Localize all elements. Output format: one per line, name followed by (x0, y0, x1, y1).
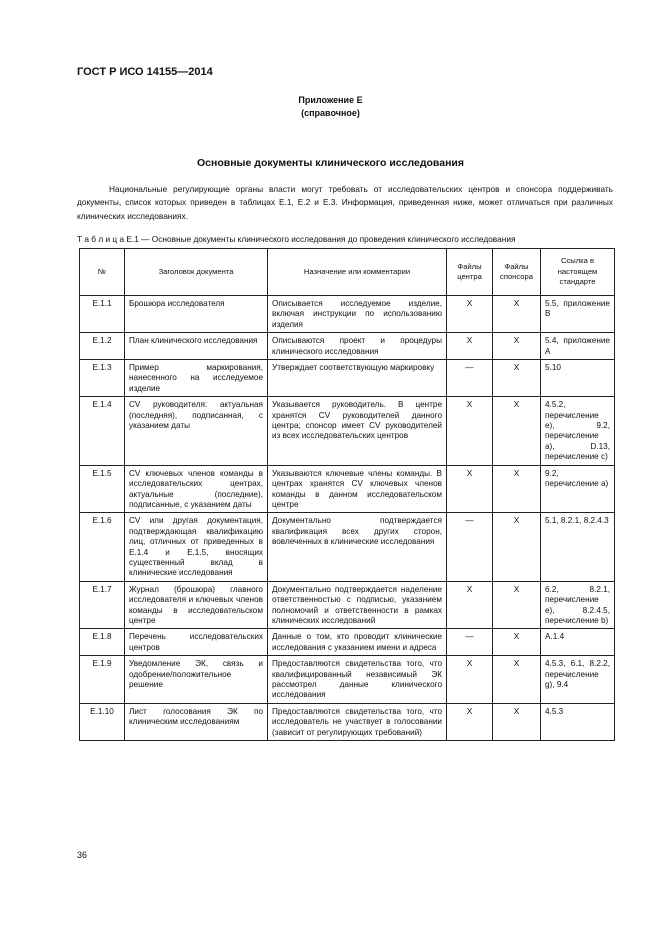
cell-reference: 5.10 (541, 360, 615, 397)
cell-no: E.1.5 (80, 465, 125, 513)
header-purpose: Назначение или комментарии (268, 249, 447, 296)
header-reference: Ссылка в настоящем стандарте (541, 249, 615, 296)
header-title: Заголовок документа (125, 249, 268, 296)
cell-reference: 4.5.3 (541, 703, 615, 740)
cell-title: CV или другая документация, подтверждающая квалификацию лиц, отличных от приведенных в Е.1.4 и Е.1.5, вносящих существенный вклад в клинические исследования (125, 513, 268, 581)
annex-note: (справочное) (301, 108, 360, 118)
cell-sponsor-files: X (493, 333, 541, 360)
cell-no: E.1.9 (80, 656, 125, 704)
cell-purpose: Описывается исследуемое изделие, включая инструкции по использованию изделия (268, 296, 447, 333)
cell-title: Журнал (брошюра) главного исследователя и ключевых членов команды в исследовательском центре (125, 581, 268, 629)
table-row (80, 397, 615, 465)
header-sponsor-files: Файлы спонсора (493, 249, 541, 296)
cell-reference: 5.5, приложение В (541, 296, 615, 333)
cell-purpose: Указывается руководитель. В центре хранятся CV руководителей данного центра; спонсор имеет CV руководителей из всех исследовательских центров (268, 397, 447, 465)
cell-sponsor-files: X (493, 656, 541, 704)
page-number: 36 (77, 850, 88, 860)
cell-site-files: X (447, 465, 493, 513)
header-no: № (80, 249, 125, 296)
cell-purpose: Предоставляются свидетельства того, что исследователь не участвует в голосовании (зависит от регулирующих требований) (268, 703, 447, 740)
cell-title: CV ключевых членов команды в исследовательских центрах, актуальные (последние), подписанные, с указанием даты (125, 465, 268, 513)
cell-no: E.1.1 (80, 296, 125, 333)
cell-purpose: Предоставляются свидетельства того, что квалифицированный независимый ЭК рассмотрел данные клинического исследования (268, 656, 447, 704)
intro-paragraph: Национальные регулирующие органы власти могут требовать от исследовательских центров и спонсора поддерживать документы, список которых приведен в таблицах Е.1, Е.2 и Е.3. Информация, приведенная ниже, может отличаться при различных клинических исследованиях. (77, 184, 613, 221)
cell-purpose: Документально подтверждается квалификация всех других сторон, вовлеченных в клинические исследования (268, 513, 447, 581)
table-row (80, 513, 615, 581)
cell-no: E.1.8 (80, 629, 125, 656)
section-title: Основные документы клинического исследования (197, 157, 464, 169)
cell-site-files: X (447, 333, 493, 360)
cell-sponsor-files: X (493, 513, 541, 581)
table-caption: Т а б л и ц а Е.1 — Основные документы клинического исследования до проведения клинического исследования (77, 234, 516, 244)
table-row (80, 581, 615, 629)
cell-title: План клинического исследования (125, 333, 268, 360)
cell-purpose: Утверждает соответствующую маркировку (268, 360, 447, 397)
cell-reference: 4.5.2, перечисление е), 9.2, перечисление а), D.13, перечисление с) (541, 397, 615, 465)
cell-purpose: Указываются ключевые члены команды. В центрах хранятся CV ключевых членов команды в данном исследовательском центре (268, 465, 447, 513)
cell-no: E.1.2 (80, 333, 125, 360)
cell-sponsor-files: X (493, 581, 541, 629)
cell-sponsor-files: X (493, 465, 541, 513)
table-header-row (80, 249, 615, 296)
cell-title: CV руководителя: актуальная (последняя), подписанная, с указанием даты (125, 397, 268, 465)
cell-site-files: X (447, 581, 493, 629)
cell-sponsor-files: X (493, 296, 541, 333)
cell-reference: 6.2, 8.2.1, перечисление е), 8.2.4.5, перечисление b) (541, 581, 615, 629)
document-id: ГОСТ Р ИСО 14155—2014 (77, 66, 213, 78)
cell-sponsor-files: X (493, 397, 541, 465)
cell-reference: 9.2, перечисление а) (541, 465, 615, 513)
cell-title: Уведомление ЭК, связь и одобрение/положительное решение (125, 656, 268, 704)
cell-site-files: X (447, 656, 493, 704)
table-row (80, 629, 615, 656)
cell-site-files: X (447, 703, 493, 740)
cell-title: Брошюра исследователя (125, 296, 268, 333)
cell-sponsor-files: X (493, 360, 541, 397)
table-row (80, 465, 615, 513)
cell-site-files: — (447, 513, 493, 581)
cell-sponsor-files: X (493, 629, 541, 656)
table-row (80, 296, 615, 333)
cell-reference: 5.1, 8.2.1, 8.2.4.3 (541, 513, 615, 581)
documents-table (79, 248, 615, 741)
cell-title: Лист голосования ЭК по клиническим исследованиям (125, 703, 268, 740)
cell-title: Пример маркирования, нанесенного на исследуемое изделие (125, 360, 268, 397)
table-row (80, 360, 615, 397)
cell-purpose: Данные о том, кто проводит клинические исследования с указанием имени и адреса (268, 629, 447, 656)
cell-site-files: — (447, 360, 493, 397)
table-row (80, 656, 615, 704)
table-row (80, 333, 615, 360)
cell-title: Перечень исследовательских центров (125, 629, 268, 656)
cell-site-files: X (447, 296, 493, 333)
table-body (80, 296, 615, 741)
cell-site-files: X (447, 397, 493, 465)
cell-no: E.1.4 (80, 397, 125, 465)
cell-purpose: Документально подтверждается наделение ответственностью с подписью, указанием полномочий и ответственности в рамках клинических исследований (268, 581, 447, 629)
table-row (80, 703, 615, 740)
cell-purpose: Описываются проект и процедуры клинического исследования (268, 333, 447, 360)
cell-site-files: — (447, 629, 493, 656)
cell-reference: А.1.4 (541, 629, 615, 656)
cell-no: E.1.3 (80, 360, 125, 397)
annex-heading (0, 94, 661, 120)
cell-no: E.1.10 (80, 703, 125, 740)
cell-no: E.1.6 (80, 513, 125, 581)
annex-label: Приложение E (298, 95, 363, 105)
cell-reference: 4.5.3, 6.1, 8.2.2, перечисление g), 9.4 (541, 656, 615, 704)
cell-sponsor-files: X (493, 703, 541, 740)
cell-reference: 5.4, приложение А (541, 333, 615, 360)
header-site-files: Файлы центра (447, 249, 493, 296)
cell-no: E.1.7 (80, 581, 125, 629)
